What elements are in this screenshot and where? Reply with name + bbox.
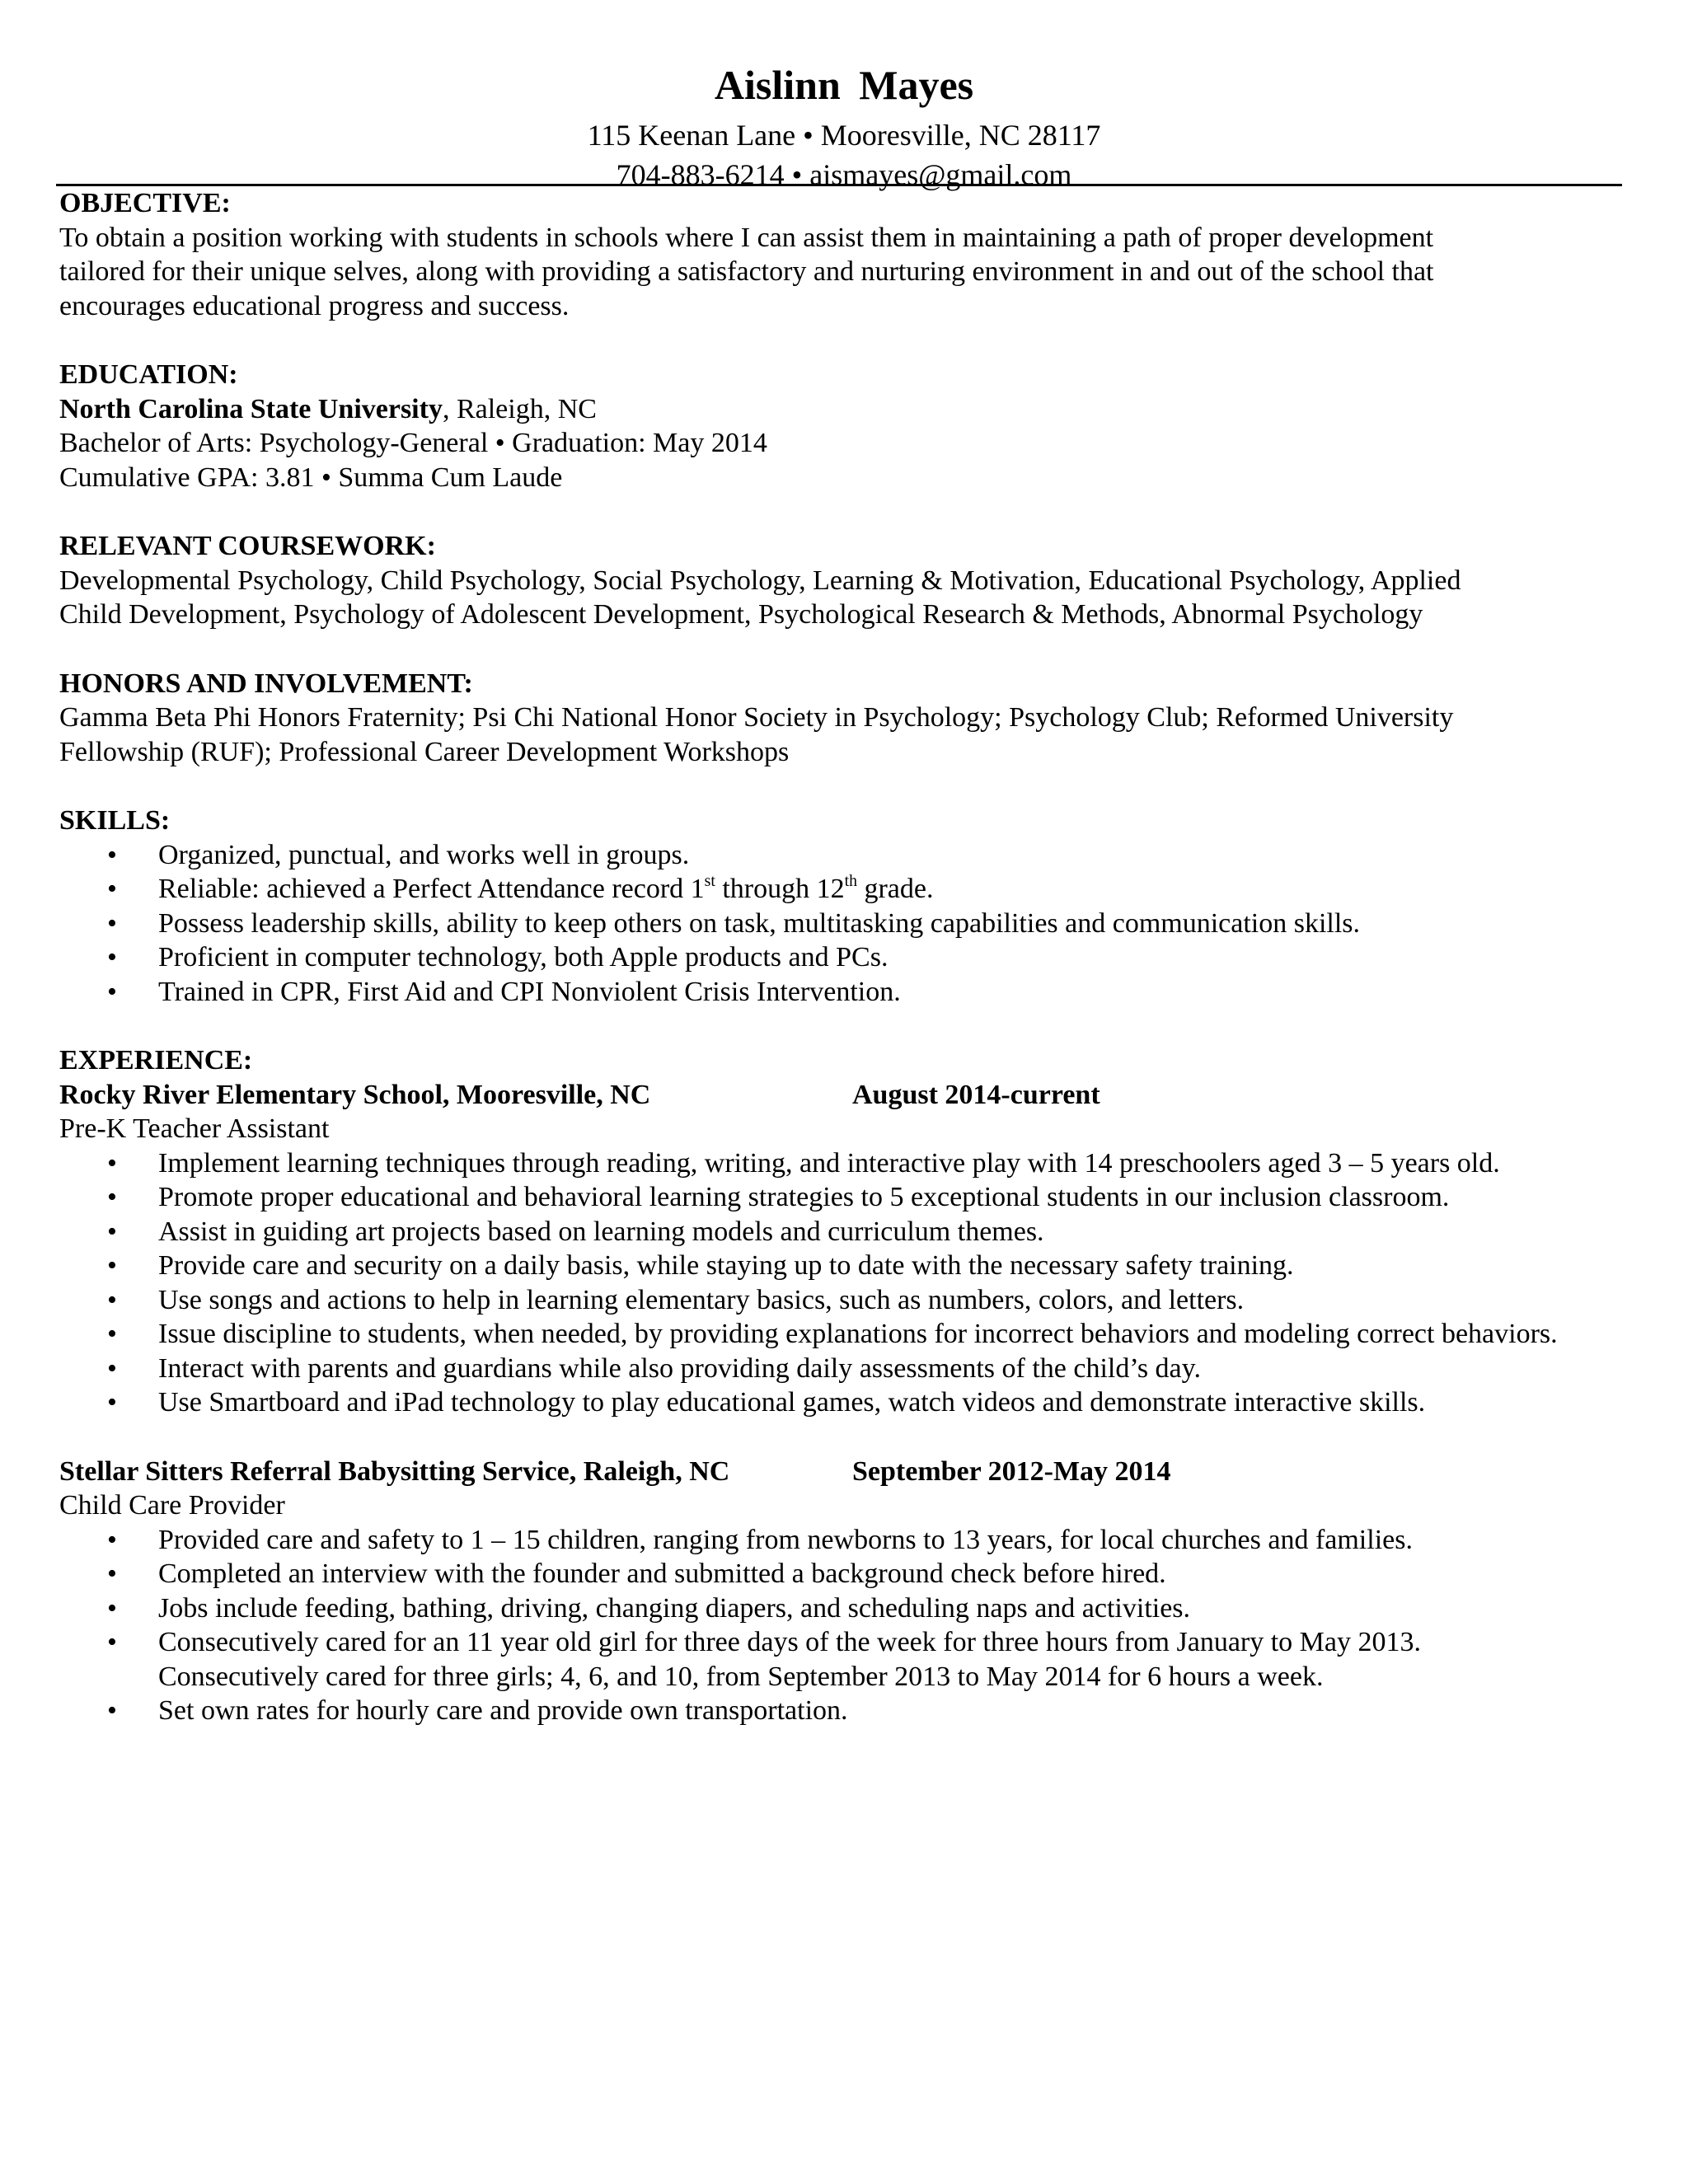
section-gap [59, 1009, 1625, 1043]
job-header-row [59, 1455, 1625, 1489]
honors-line: Fellowship (RUF); Professional Career Development Workshops [59, 736, 790, 767]
resume-body [59, 186, 1625, 1728]
gpa-line: Cumulative GPA: 3.81 • Summa Cum Laude [59, 462, 563, 493]
job-bullet: • Completed an interview with the founder and submitted a background check before hired. [59, 1557, 1625, 1591]
job-bullet: • Jobs include feeding, bathing, driving, changing diapers, and scheduling naps and activities. [59, 1591, 1625, 1626]
job-dates: August 2014-current [852, 1079, 1100, 1110]
section-gap [59, 769, 1625, 804]
job-dates: September 2012-May 2014 [852, 1455, 1171, 1487]
objective-line: encourages educational progress and success. [59, 290, 570, 321]
job-bullet: • Provide care and security on a daily basis, while staying up to date with the necessary safety training. [59, 1249, 1625, 1283]
job-bullet: • Assist in guiding art projects based on learning models and curriculum themes. [59, 1215, 1625, 1249]
bullet-icon: • [107, 1558, 117, 1589]
bullet-icon: • [107, 1147, 117, 1179]
resume-header [0, 54, 1688, 194]
job-bullet: • Set own rates for hourly care and provide own transportation. [59, 1694, 1625, 1728]
bullet-icon: • [107, 1352, 117, 1384]
skill-item: • Trained in CPR, First Aid and CPI Nonviolent Crisis Intervention. [59, 975, 1625, 1010]
bullet-icon: • [107, 839, 117, 870]
bullet-icon: • [107, 976, 117, 1007]
bullet-icon: • [107, 907, 117, 939]
job-bullets [59, 1523, 1625, 1728]
school-location: , Raleigh, NC [442, 393, 597, 424]
job-employer: Stellar Sitters Referral Babysitting Service, Raleigh, NC [59, 1455, 730, 1487]
bullet-icon: • [107, 1250, 117, 1281]
education-school-line [59, 392, 1625, 427]
coursework-line: Developmental Psychology, Child Psychology, Social Psychology, Learning & Motivation, Educational Psychology, Applied [59, 565, 1461, 596]
skill-item: • Possess leadership skills, ability to keep others on task, multitasking capabilities and communication skills. [59, 907, 1625, 941]
bullet-icon: • [107, 874, 117, 904]
job-bullet: • Promote proper educational and behavioral learning strategies to 5 exceptional students in our inclusion classroom. [59, 1180, 1625, 1215]
skills-heading: SKILLS: [59, 805, 171, 836]
address-line: 115 Keenan Lane • Mooresville, NC 28117 [587, 119, 1101, 152]
section-gap [59, 1420, 1625, 1455]
job-title: Child Care Provider [59, 1490, 285, 1521]
job-employer: Rocky River Elementary School, Mooresville, NC [59, 1079, 651, 1110]
bullet-icon: • [107, 1216, 117, 1247]
objective-line: To obtain a position working with students in schools where I can assist them in maintaining a path of proper development [59, 222, 1434, 253]
coursework-line: Child Development, Psychology of Adolescent Development, Psychological Research & Methods, Abnormal Psychology [59, 599, 1423, 630]
job-bullet: • Use songs and actions to help in learning elementary basics, such as numbers, colors, and letters. [59, 1283, 1625, 1318]
education-heading: EDUCATION: [59, 359, 238, 390]
degree-line: Bachelor of Arts: Psychology-General • Graduation: May 2014 [59, 428, 767, 458]
candidate-name: Aislinn Mayes [714, 62, 974, 108]
contact-line: 704-883-6214 • aismayes@gmail.com [616, 158, 1072, 191]
job-title: Pre-K Teacher Assistant [59, 1113, 330, 1144]
job-bullet: • Consecutively cared for an 11 year old girl for three days of the week for three hours from January to May 2013. Consecutively cared for three girls; 4, 6, and 10, from September 2013 to May 2014 for 6 hours a week. [107, 1627, 1422, 1692]
objective-heading: OBJECTIVE: [59, 188, 231, 218]
bullet-icon: • [107, 1627, 117, 1657]
section-gap [59, 494, 1625, 529]
skill-item: • Reliable: achieved a Perfect Attendance record 1st through 12th grade. [59, 872, 1625, 907]
school-name: North Carolina State University [59, 393, 443, 424]
job-bullet: • Provided care and safety to 1 – 15 children, ranging from newborns to 13 years, for local churches and families. [59, 1523, 1625, 1558]
honors-line: Gamma Beta Phi Honors Fraternity; Psi Chi National Honor Society in Psychology; Psychology Club; Reformed University [59, 702, 1454, 733]
job-bullet: • Use Smartboard and iPad technology to play educational games, watch videos and demonstrate interactive skills. [59, 1385, 1625, 1420]
job-bullet: • Issue discipline to students, when needed, by providing explanations for incorrect behaviors and modeling correct behaviors. [59, 1317, 1625, 1352]
coursework-heading: RELEVANT COURSEWORK: [59, 531, 436, 561]
bullet-icon: • [107, 1182, 117, 1212]
skills-list [59, 838, 1625, 1010]
job-bullet: • Implement learning techniques through reading, writing, and interactive play with 14 preschoolers aged 3 – 5 years old. [59, 1146, 1625, 1181]
bullet-icon: • [107, 1284, 117, 1315]
section-gap [59, 323, 1625, 358]
bullet-icon: • [107, 1592, 117, 1624]
job-bullets [59, 1146, 1625, 1420]
bullet-icon: • [107, 1387, 117, 1418]
section-gap [59, 632, 1625, 667]
skill-item: • Organized, punctual, and works well in groups. [59, 838, 1625, 873]
bullet-icon: • [107, 1524, 117, 1555]
bullet-icon: • [107, 1695, 117, 1726]
bullet-icon: • [107, 942, 117, 972]
objective-line: tailored for their unique selves, along with providing a satisfactory and nurturing environment in and out of the school that [59, 256, 1434, 287]
bullet-icon: • [107, 1319, 117, 1349]
experience-heading: EXPERIENCE: [59, 1045, 253, 1076]
skill-item: • Proficient in computer technology, both Apple products and PCs. [59, 940, 1625, 975]
job-header-row [59, 1078, 1625, 1113]
honors-heading: HONORS AND INVOLVEMENT: [59, 668, 473, 699]
job-bullet: • Interact with parents and guardians while also providing daily assessments of the child’s day. [59, 1352, 1625, 1386]
